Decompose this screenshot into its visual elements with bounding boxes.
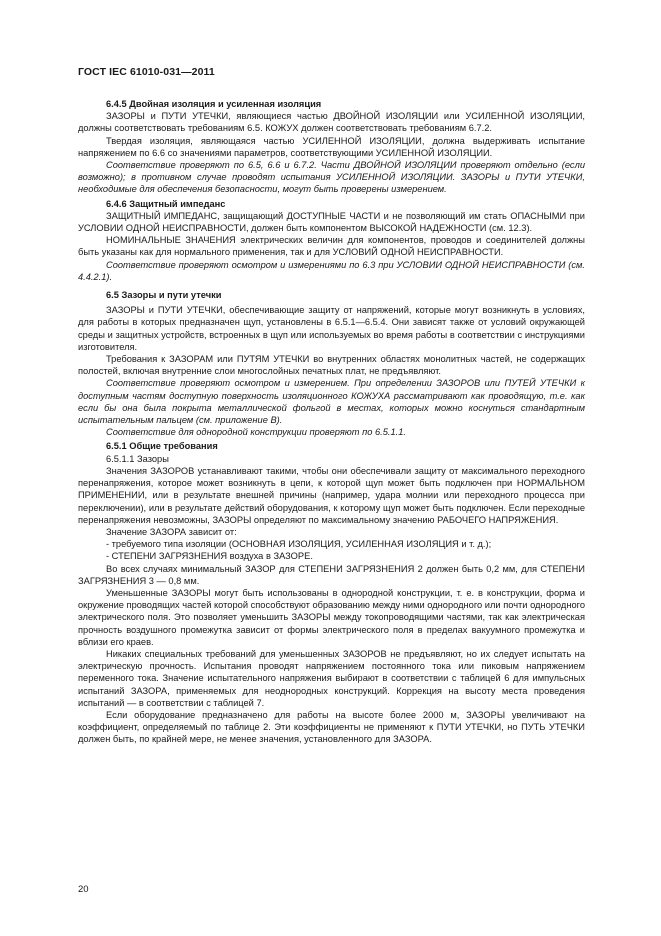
list-item: - СТЕПЕНИ ЗАГРЯЗНЕНИЯ воздуха в ЗАЗОРЕ. (106, 551, 313, 562)
paragraph: Значения ЗАЗОРОВ устанавливают такими, чтобы они обеспечивали защиту от максимального переходного перенапряжения, которое может возникнуть в цепи, к которой щуп может быть подключен при НОРМАЛЬНОМ ПРИМЕНЕНИИ, или в результате внешней причины (например, удара молнии или переходного процесса при переключении), или в результате действий оборудования, к которому щуп может быть подключен. Если переходные перенапряжения невозможны, ЗАЗОРЫ определяют по максимальному значению РАБОЧЕГО НАПРЯЖЕНИЯ. (78, 465, 585, 525)
paragraph: ЗАЩИТНЫЙ ИМПЕДАНС, защищающий ДОСТУПНЫЕ ЧАСТИ и не позволяющий им стать ОПАСНЫМИ при УСЛОВИИ ОДНОЙ НЕИСПРАВНОСТИ, должен быть компонентом ВЫСОКОЙ НАДЕЖНОСТИ (см. 12.3). (78, 210, 585, 234)
paragraph: Требования к ЗАЗОРАМ или ПУТЯМ УТЕЧКИ во внутренних областях монолитных частей, не содержащих полостей, включая внутренние слои многослойных печатных плат, не предъявляют. (78, 354, 585, 377)
section-heading-6-5: 6.5 Зазоры и пути утечки (106, 290, 222, 301)
section-heading-6-5-1: 6.5.1 Общие требования (106, 441, 218, 452)
compliance-paragraph: Соответствие проверяют осмотром и измерениями по 6.3 при УСЛОВИИ ОДНОЙ НЕИСПРАВНОСТИ (см. 4.4.2.1). (78, 259, 585, 282)
paragraph: Если оборудование предназначено для работы на высоте более 2000 м, ЗАЗОРЫ увеличивают на коэффициент, определяемый по таблице 2. Эти коэффициенты не применяют к ПУТИ УТЕЧКИ, но ПУТЬ УТЕЧКИ должен быть, по крайней мере, не менее значения, установленного для ЗАЗОРА. (78, 709, 585, 745)
paragraph: Твердая изоляция, являющаяся частью УСИЛЕННОЙ ИЗОЛЯЦИИ, должна выдерживать испытание напряжением по 6.6 со значениями параметров, соответствующими УСИЛЕННОЙ ИЗОЛЯЦИИ. (78, 135, 585, 158)
paragraph: Никаких специальных требований для уменьшенных ЗАЗОРОВ не предъявляют, но их следует испытать на электрическую прочность. Испытания проводят напряжением постоянного тока или пиковым напряжением переменного тока. Значение испытательного напряжения выбирают в соответствии с таблицей 6 для импульсных испытаний ЗАЗОРА, применяемых для неоднородных конструкций. Коррекция на высоту места проведения испытаний — в соответствии с таблицей 7. (78, 648, 585, 708)
paragraph: Во всех случаях минимальный ЗАЗОР для СТЕПЕНИ ЗАГРЯЗНЕНИЯ 2 должен быть 0,2 мм, для СТЕПЕНИ ЗАГРЯЗНЕНИЯ 3 — 0,8 мм. (78, 563, 585, 586)
paragraph: Значение ЗАЗОРА зависит от: (106, 526, 237, 537)
paragraph: НОМИНАЛЬНЫЕ ЗНАЧЕНИЯ электрических величин для компонентов, проводов и соединителей должны быть указаны как для нормального применения, так и для УСЛОВИЙ ОДНОЙ НЕИСПРАВНОСТИ. (78, 235, 585, 258)
compliance-paragraph: Соответствие для однородной конструкции проверяют по 6.5.1.1. (106, 427, 406, 438)
section-heading-6-4-6: 6.4.6 Защитный импеданс (106, 198, 226, 209)
paragraph: ЗАЗОРЫ и ПУТИ УТЕЧКИ, являющиеся частью ДВОЙНОЙ ИЗОЛЯЦИИ или УСИЛЕННОЙ ИЗОЛЯЦИИ, должны соответствовать требованиям 6.5. КОЖУХ должен соответствовать требованиям 6.7.2. (78, 111, 585, 134)
compliance-paragraph: Соответствие проверяют по 6.5, 6.6 и 6.7.2. Части ДВОЙНОЙ ИЗОЛЯЦИИ проверяют отдельно (если возможно); в противном случае проводят испытания УСИЛЕННОЙ ИЗОЛЯЦИИ. ЗАЗОРЫ и ПУТИ УТЕЧКИ, необходимые для обеспечения безопасности, могут быть проверены измерением. (78, 160, 585, 195)
section-heading-6-4-5: 6.4.5 Двойная изоляция и усиленная изоляция (106, 99, 322, 109)
list-item: - требуемого типа изоляции (ОСНОВНАЯ ИЗОЛЯЦИЯ, УСИЛЕННАЯ ИЗОЛЯЦИЯ и т. д.); (106, 539, 492, 550)
subsection-title-6-5-1-1: 6.5.1.1 Зазоры (106, 453, 169, 464)
document-header: ГОСТ IEC 61010-031—2011 (78, 66, 215, 78)
paragraph: Уменьшенные ЗАЗОРЫ могут быть использованы в однородной конструкции, т. е. в конструкции, форма и окружение проводящих частей которой способствуют образованию между ними однородного или почти однородного электрического поля. Это позволяет уменьшить ЗАЗОРЫ между токопроводящими частями, так как электрическая прочность воздушного промежутка зависит от формы электрического поля в пределах вакуумного промежутка и вблизи его краев. (78, 587, 585, 647)
page-number: 20 (78, 884, 89, 895)
compliance-paragraph: Соответствие проверяют осмотром и измерением. При определении ЗАЗОРОВ или ПУТЕЙ УТЕЧКИ к доступным частям доступную поверхность изоляционного КОЖУХА рассматривают как проводящую, т.е. как если бы она была покрыта металлической фольгой в местах, которых можно коснуться стандартным испытательным пальцем (см. приложение В). (78, 378, 585, 426)
paragraph: ЗАЗОРЫ и ПУТИ УТЕЧКИ, обеспечивающие защиту от напряжений, которые могут возникнуть в условиях, для работы в которых предназначен щуп, установлены в 6.5.1—6.5.4. Они зависят также от условий окружающей среды и защитных устройств, встроенных в щуп или используемых во время работы в соответствии с инструкциями изготовителя. (78, 305, 585, 352)
document-body (78, 96, 585, 746)
